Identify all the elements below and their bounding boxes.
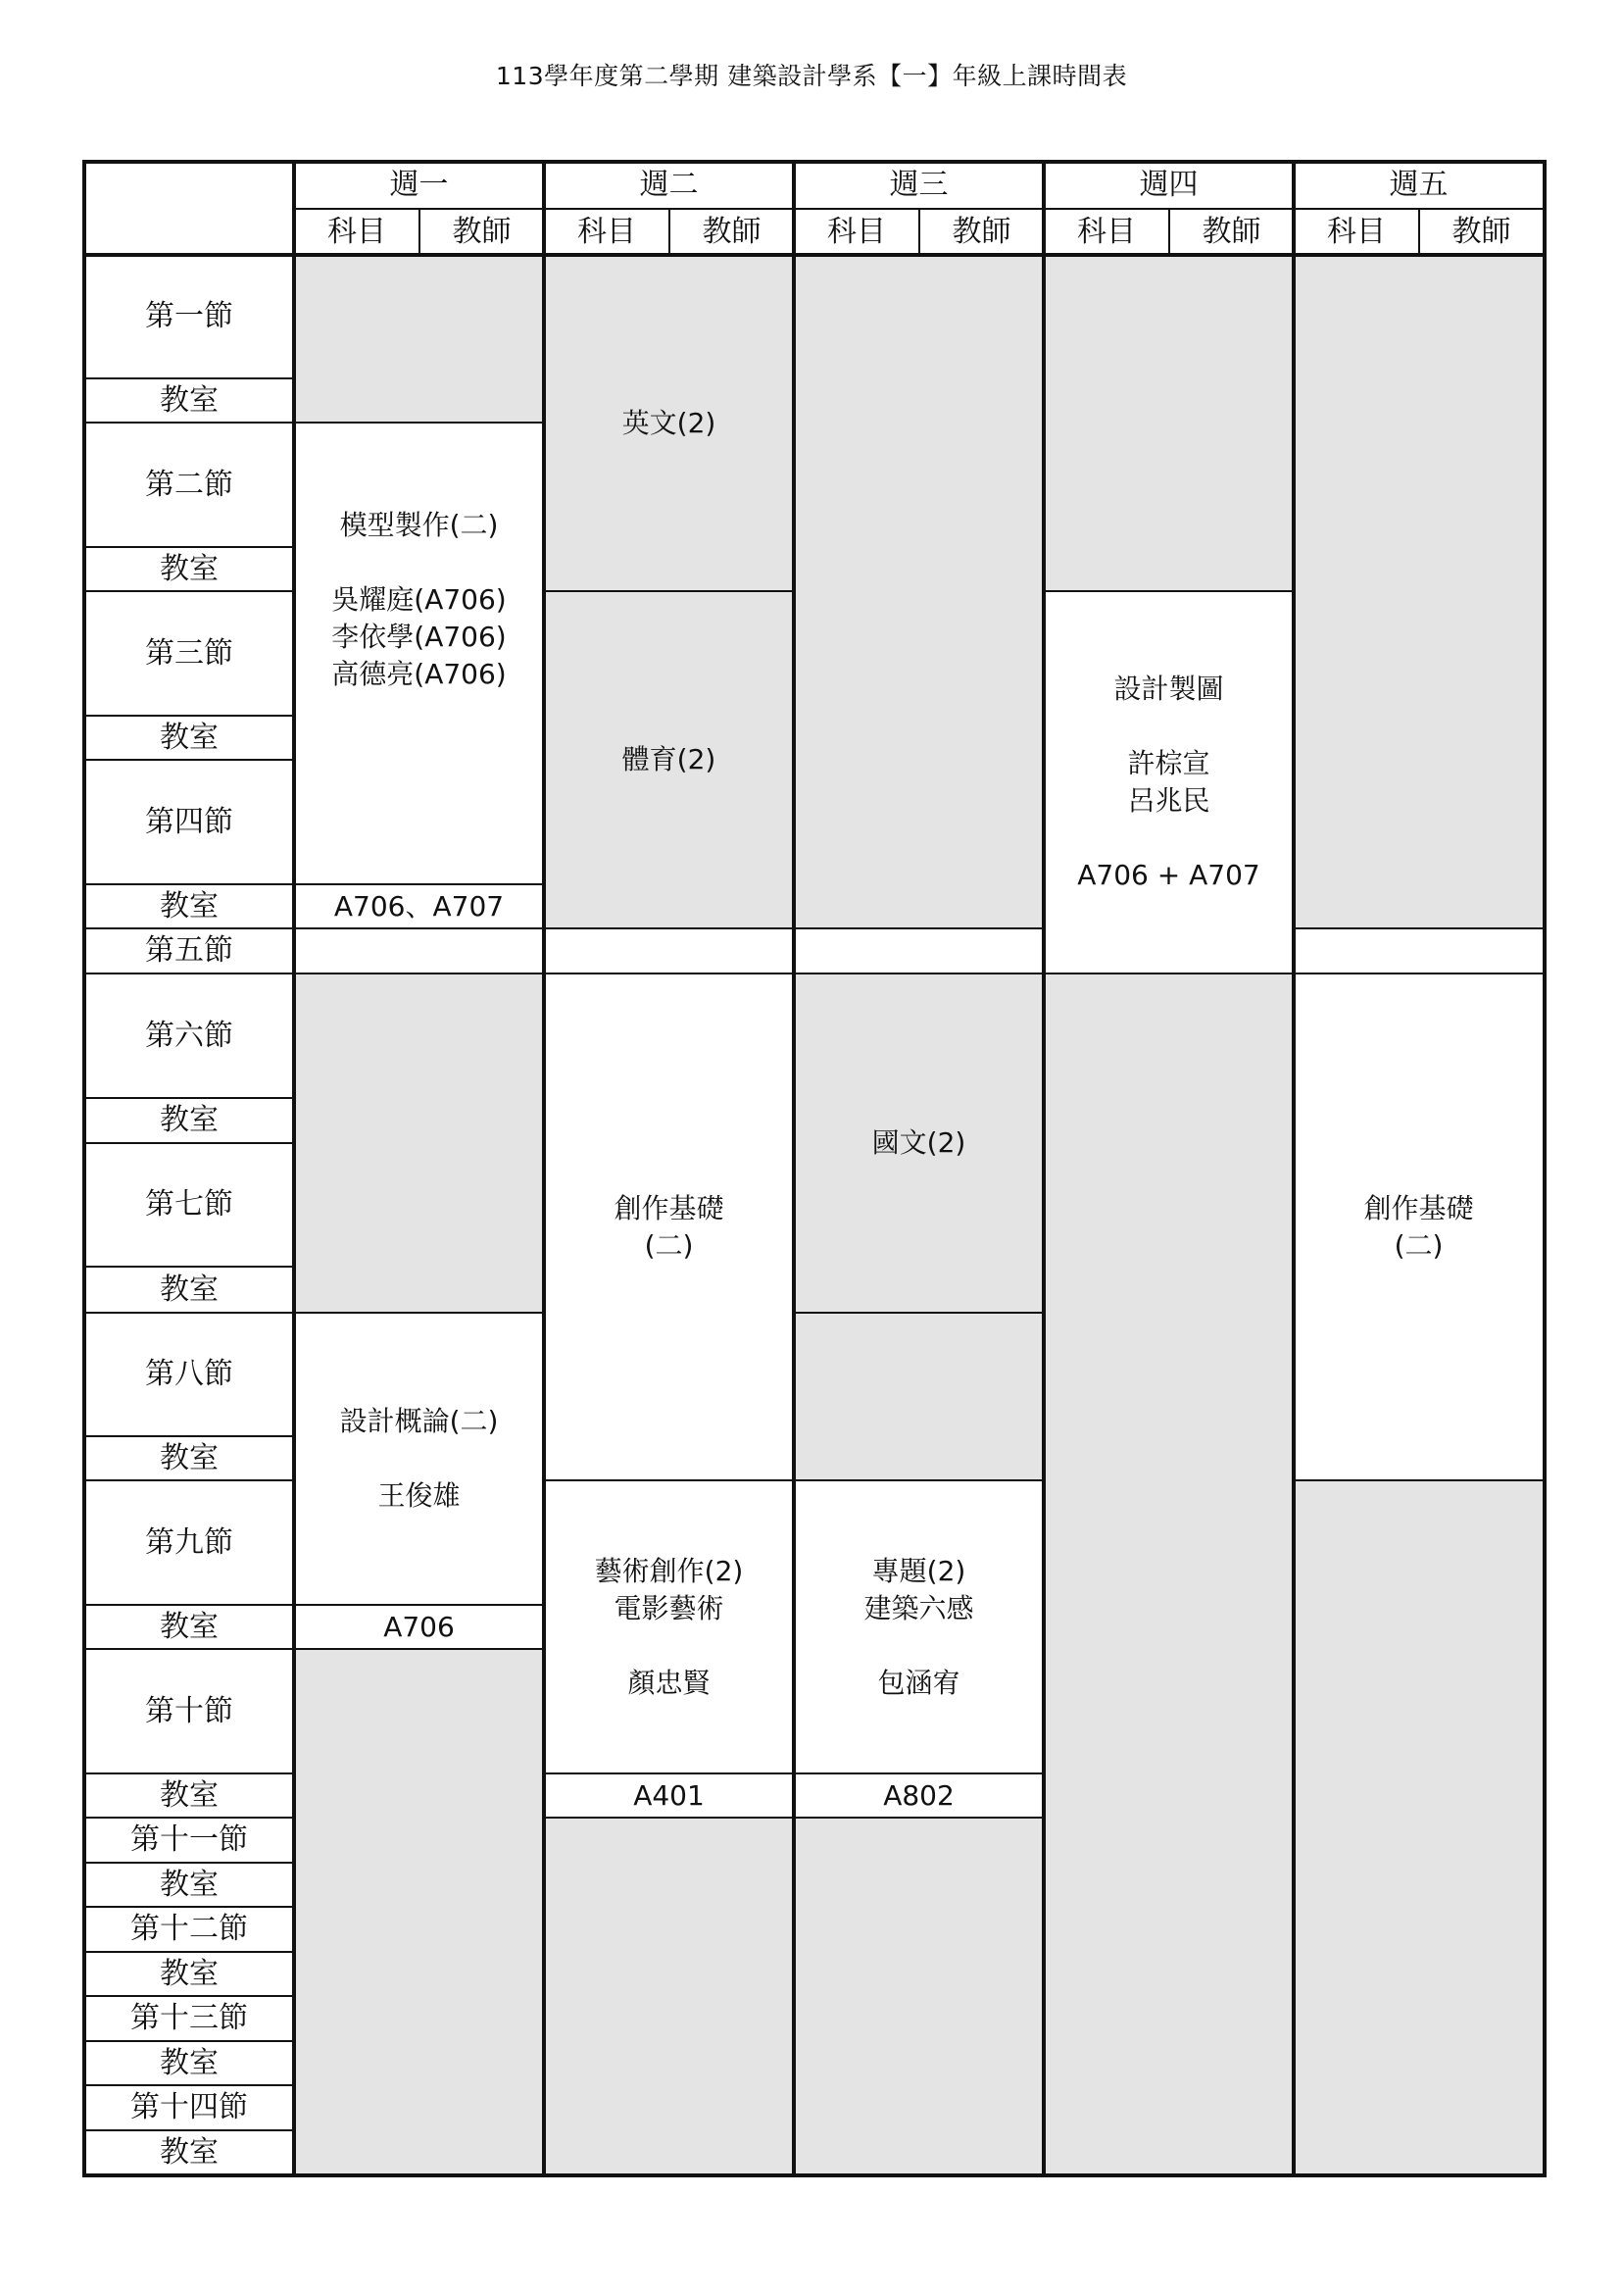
teacher-header: 教師 <box>1169 209 1294 255</box>
course-room: A401 <box>544 1773 794 1818</box>
subject-header: 科目 <box>1294 209 1419 255</box>
day-header-thu: 週四 <box>1044 162 1294 209</box>
lunch-slot <box>1294 928 1544 973</box>
period-12: 第十二節 <box>84 1907 294 1952</box>
room-row-4: 教室 <box>84 884 294 928</box>
subject-header: 科目 <box>1044 209 1169 255</box>
period-8: 第八節 <box>84 1313 294 1436</box>
room-row-8: 教室 <box>84 1436 294 1480</box>
course-block-model-making <box>294 423 544 884</box>
course-teacher: 顏忠賢 <box>627 1666 711 1699</box>
course-name: 設計製圖 <box>1113 673 1224 705</box>
room-row-1: 教室 <box>84 378 294 423</box>
course-block-english: 英文(2) <box>544 255 794 591</box>
empty-slot <box>294 973 544 1313</box>
room-row-6: 教室 <box>84 1098 294 1143</box>
course-room: A706 <box>294 1605 544 1649</box>
course-block-design-drawing <box>1044 591 1294 973</box>
period-10: 第十節 <box>84 1649 294 1773</box>
course-teachers: 吳耀庭(A706) 李依學(A706) 高德亮(A706) <box>331 582 507 690</box>
lunch-slot <box>294 928 1044 973</box>
room-row-2: 教室 <box>84 547 294 591</box>
course-block-creative-basics: 創作基礎 (二) <box>544 973 794 1480</box>
room-row-3: 教室 <box>84 716 294 760</box>
empty-slot <box>294 1649 544 2174</box>
period-7: 第七節 <box>84 1143 294 1267</box>
period-6: 第六節 <box>84 973 294 1098</box>
course-block-design-theory <box>294 1313 544 1605</box>
empty-slot <box>1044 255 1294 591</box>
course-name: 專題(2) 建築六感 <box>863 1554 974 1624</box>
period-4: 第四節 <box>84 760 294 884</box>
subject-header: 科目 <box>794 209 919 255</box>
course-name: 模型製作(二) <box>339 508 499 541</box>
day-header-tue: 週二 <box>544 162 794 209</box>
subject-header: 科目 <box>294 209 419 255</box>
day-header-mon: 週一 <box>294 162 544 209</box>
teacher-header: 教師 <box>419 209 544 255</box>
period-3: 第三節 <box>84 591 294 716</box>
subject-header: 科目 <box>544 209 669 255</box>
page-title: 113學年度第二學期 建築設計學系【一】年級上課時間表 <box>495 62 1128 90</box>
room-row-10: 教室 <box>84 1773 294 1818</box>
room-row-11: 教室 <box>84 1863 294 1907</box>
period-9: 第九節 <box>84 1480 294 1605</box>
course-block-chinese: 國文(2) <box>794 973 1044 1313</box>
course-block-art-creation <box>544 1480 794 1773</box>
empty-slot <box>1294 1480 1544 2174</box>
period-14: 第十四節 <box>84 2085 294 2130</box>
period-13: 第十三節 <box>84 1996 294 2041</box>
room-row-9: 教室 <box>84 1605 294 1649</box>
course-block-special-topic <box>794 1480 1044 1773</box>
course-name: 藝術創作(2) 電影藝術 <box>594 1554 744 1624</box>
empty-slot <box>794 1313 1044 1480</box>
empty-slot <box>794 1818 1044 2174</box>
course-teachers: 許棕宣 呂兆民 <box>1127 747 1210 817</box>
header-corner <box>84 162 294 255</box>
teacher-header: 教師 <box>669 209 794 255</box>
course-name: 設計概論(二) <box>339 1405 499 1437</box>
empty-slot <box>294 255 544 423</box>
teacher-header: 教師 <box>1419 209 1544 255</box>
course-block-creative-basics: 創作基礎 (二) <box>1294 973 1544 1480</box>
day-header-fri: 週五 <box>1294 162 1544 209</box>
room-row-13: 教室 <box>84 2041 294 2085</box>
course-room: A802 <box>794 1773 1044 1818</box>
room-row-7: 教室 <box>84 1267 294 1313</box>
room-row-14: 教室 <box>84 2130 294 2174</box>
empty-slot <box>1044 973 1294 2174</box>
day-header-wed: 週三 <box>794 162 1044 209</box>
course-block-pe: 體育(2) <box>544 591 794 928</box>
room-row-12: 教室 <box>84 1952 294 1996</box>
course-teacher: 包涵宥 <box>877 1666 960 1699</box>
course-room: A706 + A707 <box>1077 859 1260 891</box>
period-1: 第一節 <box>84 255 294 378</box>
teacher-header: 教師 <box>919 209 1044 255</box>
empty-slot <box>1294 255 1544 928</box>
empty-slot <box>794 255 1044 928</box>
course-room: A706、A707 <box>294 884 544 928</box>
period-11: 第十一節 <box>84 1818 294 1863</box>
period-5: 第五節 <box>84 928 294 973</box>
period-2: 第二節 <box>84 423 294 547</box>
empty-slot <box>544 1818 794 2174</box>
course-teacher: 王俊雄 <box>377 1479 461 1512</box>
